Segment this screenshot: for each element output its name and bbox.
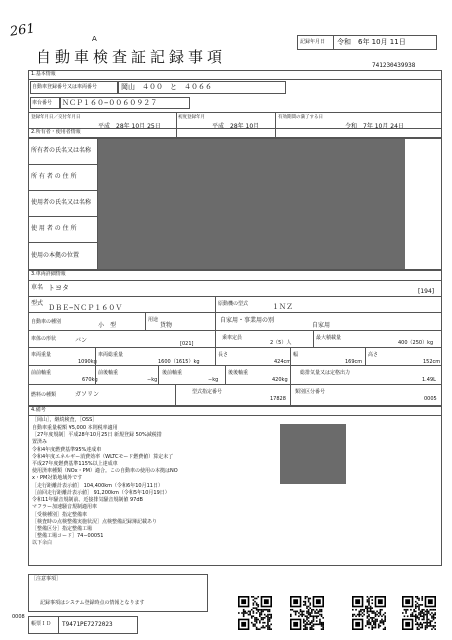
fuel-label: 燃料の種類 bbox=[31, 392, 57, 398]
class-value: 0005 bbox=[424, 396, 437, 402]
width-value: 169cm bbox=[345, 359, 363, 365]
engine-value: １ＮＺ bbox=[272, 303, 293, 311]
user-address-label: 使 用 者 の 住 所 bbox=[31, 225, 77, 232]
notice-title: ［注意事項］ bbox=[31, 576, 62, 582]
vehicle-section-title: 3.車両詳細情報 bbox=[31, 271, 66, 277]
base-location-label: 使用の本拠の位置 bbox=[31, 252, 80, 259]
length-label: 長さ bbox=[218, 352, 229, 358]
private-value: 自家用 bbox=[312, 322, 331, 329]
notes-line: 令和4年度エネルギー消費効率（WLTCモード燃費値）算定未了 bbox=[32, 454, 174, 460]
reg-no-label: 自動車登録番号又は車両番号 bbox=[32, 84, 98, 90]
notes-line: 自動車重量税額 ¥5,000 本則税率適用 bbox=[32, 425, 118, 431]
record-date-value: 令和 6年 10月 11日 bbox=[337, 38, 406, 46]
use-value: 貨物 bbox=[160, 322, 173, 329]
notes-line: 令和4年度燃費基準95%達成車 bbox=[32, 447, 102, 453]
owner-address-label: 所 有 者 の 住 所 bbox=[31, 173, 77, 180]
expiry-value: 令和 7年 10月 24日 bbox=[345, 123, 404, 130]
notes-line: ［走行距離計表示値］ 104,400km（令和6年10月11日） bbox=[32, 483, 163, 489]
redacted-owner-info bbox=[98, 139, 405, 269]
notes-line: マフラー加速騒音規制適用車 bbox=[32, 504, 98, 510]
notes-line: x・PM対策地域外です bbox=[32, 475, 83, 481]
weight-label: 車両重量 bbox=[31, 352, 52, 358]
ff-value: 670kg bbox=[82, 377, 98, 383]
notes-line: ［受検種別］指定整備車 bbox=[32, 512, 88, 518]
kind-label: 自動車の種別 bbox=[31, 319, 62, 325]
first-reg-month-value: 平成 28年 10月 bbox=[212, 123, 260, 130]
notes-line: 置済み bbox=[32, 439, 48, 445]
gross-value: 1600（1615）kg bbox=[158, 359, 200, 365]
notes-line: 以下余白 bbox=[32, 540, 53, 546]
type-no-value: 17828 bbox=[270, 396, 286, 402]
capacity-label: 乗車定員 bbox=[222, 335, 243, 341]
reg-no-value: 岡山 ４００ と ４０６６ bbox=[121, 83, 212, 91]
qr-code-icon bbox=[238, 596, 272, 630]
owner-name-label: 所有者の氏名又は名称 bbox=[31, 147, 92, 154]
maxload-value: 400（250）kg bbox=[398, 340, 434, 346]
first-reg-month-label: 初度登録年月 bbox=[178, 115, 205, 120]
rr-value: 420kg bbox=[272, 377, 288, 383]
notes-line: ［検査時の点検整備実施状況］点検整備記録簿記載あり bbox=[32, 519, 158, 525]
maxload-label: 最大積載量 bbox=[316, 335, 342, 341]
fr-value: −kg bbox=[147, 377, 158, 383]
redacted-notes-block bbox=[280, 424, 346, 484]
class-label: 類別区分番号 bbox=[295, 389, 326, 395]
notice-text: 記録事項はシステム登録時点の情報となります bbox=[40, 600, 145, 606]
height-label: 高さ bbox=[368, 352, 379, 358]
height-value: 152cm bbox=[423, 359, 441, 365]
page-title: 自動車検査証記録事項 bbox=[36, 48, 227, 66]
page-number: 0008 bbox=[12, 614, 25, 620]
ff-label: 前前軸重 bbox=[31, 370, 52, 376]
kind-value: 小 型 bbox=[98, 322, 117, 329]
user-name-label: 使用者の氏名又は名称 bbox=[31, 199, 92, 206]
rf-value: −kg bbox=[208, 377, 219, 383]
body-code: [021] bbox=[180, 341, 194, 347]
notes-line: 令和11年騒音規制前、近接排気騒音規制値 97dB bbox=[32, 497, 143, 503]
model-value: ＤＢＥ−ＮＣＰ１６０Ｖ bbox=[48, 304, 123, 312]
first-reg-value: 平成 28年 10月 25日 bbox=[98, 123, 161, 130]
chassis-value: ＮＣＰ１６０−００６０９２７ bbox=[62, 99, 158, 107]
maker-value: トヨタ bbox=[48, 284, 69, 292]
qr-code-icon bbox=[402, 596, 436, 630]
first-reg-label: 登録年月日／交付年月日 bbox=[31, 115, 81, 120]
notes-line: 平成27年度燃費基準115%以上達成車 bbox=[32, 461, 118, 467]
serial-number: 741230439938 bbox=[372, 62, 416, 69]
weight-value: 1090kg bbox=[78, 359, 97, 365]
model-label: 型式 bbox=[31, 300, 44, 307]
notes-line: 使用済車種類（NOx・PM）適合。この自動車の使用の本拠はNO bbox=[32, 468, 178, 474]
private-label: 自家用・事業用の別 bbox=[220, 317, 275, 324]
notes-line: ［整備区分］指定整備工場 bbox=[32, 526, 93, 532]
gross-label: 車両総重量 bbox=[98, 352, 124, 358]
capacity-value: 2（5）人 bbox=[270, 340, 292, 346]
body-value: バン bbox=[75, 337, 88, 344]
notes-line: ［岡山］，継続検査，［OSS］ bbox=[32, 417, 98, 423]
basic-section-title: 1.基本情報 bbox=[31, 71, 56, 77]
maker-code: [194] bbox=[418, 288, 435, 295]
handwritten-note: 261 bbox=[9, 21, 36, 40]
notes-section-title: 4.備考 bbox=[31, 407, 46, 413]
fr-label: 前後軸重 bbox=[98, 370, 119, 376]
owner-section-title: 2.所有者・使用者情報 bbox=[31, 129, 81, 135]
fuel-value: ガソリン bbox=[75, 391, 100, 398]
handwritten-mark: A bbox=[92, 35, 97, 43]
use-label: 用途 bbox=[148, 317, 159, 323]
length-value: 424cm bbox=[274, 359, 292, 365]
width-label: 幅 bbox=[293, 352, 299, 358]
record-id-value: T9471PE7272023 bbox=[62, 621, 113, 628]
engine-label: 原動機の型式 bbox=[218, 301, 249, 307]
rr-label: 後後軸重 bbox=[228, 370, 249, 376]
disp-label: 総排気量又は定格出力 bbox=[300, 370, 351, 376]
notes-line: ［整備工場コード］74−00051 bbox=[32, 533, 104, 539]
notes-line: ［前回走行距離計表示値］ 91,200km（令和5年10月19日） bbox=[32, 490, 170, 496]
record-id-label: 帳票ＩＤ bbox=[31, 621, 52, 627]
notes-line: ［27年度規制］平成28年10月25日 新規登録 50%減税措 bbox=[32, 432, 162, 438]
qr-code-icon bbox=[290, 596, 324, 630]
qr-code-icon bbox=[352, 596, 386, 630]
expiry-label: 有効期間の満了する日 bbox=[278, 115, 323, 120]
maker-label: 車名 bbox=[31, 284, 44, 291]
record-date-label: 記録年月日 bbox=[300, 39, 326, 45]
body-label: 車体の形状 bbox=[31, 336, 57, 342]
rf-label: 後前軸重 bbox=[162, 370, 183, 376]
chassis-label: 車台番号 bbox=[32, 100, 53, 106]
disp-value: 1.49L bbox=[422, 377, 436, 383]
type-no-label: 型式指定番号 bbox=[192, 389, 223, 395]
